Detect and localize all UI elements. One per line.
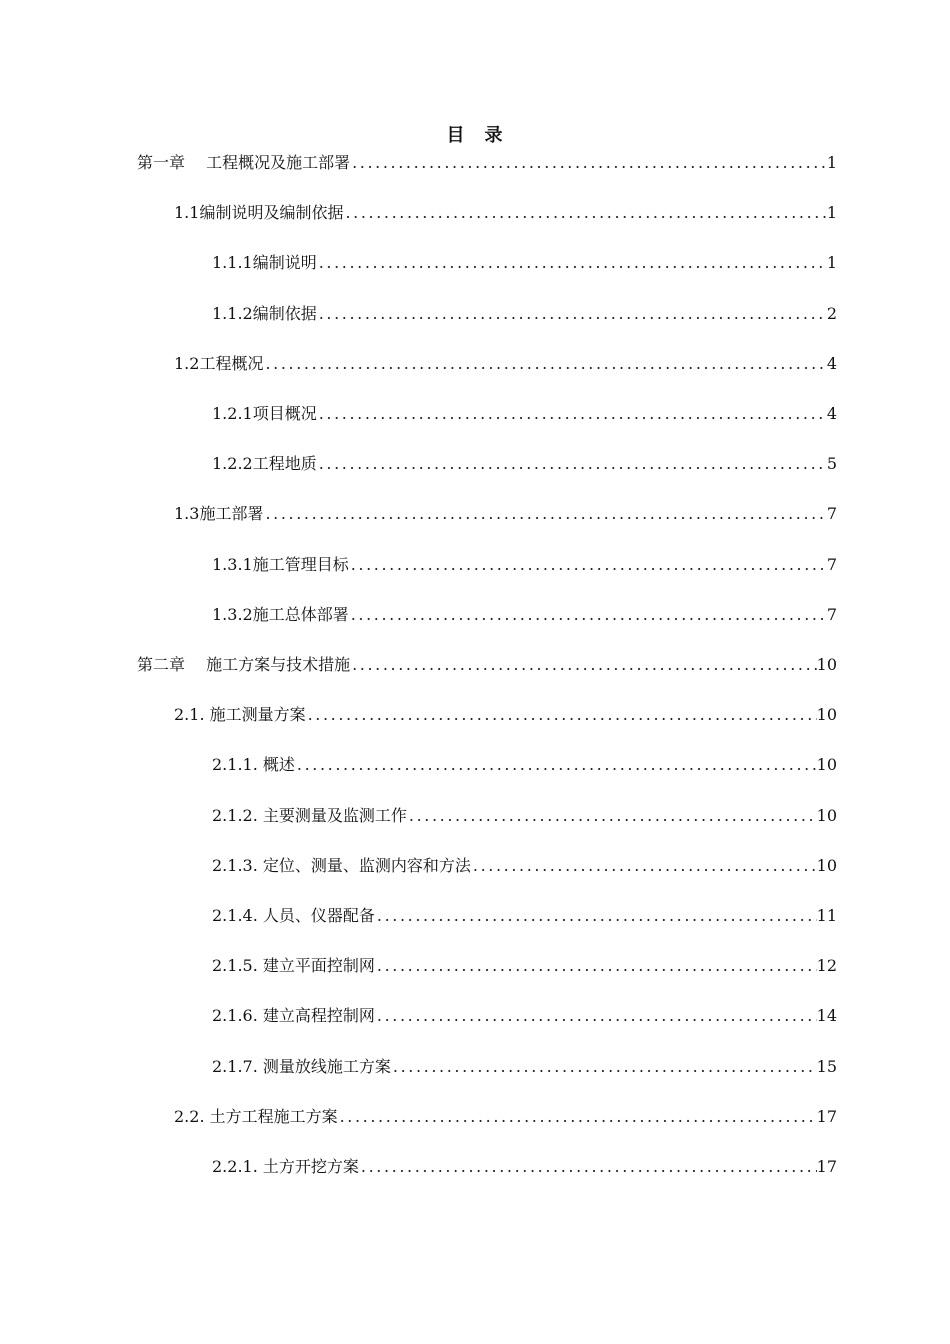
- toc-dot-leader: [375, 1003, 817, 1029]
- toc-entry[interactable]: [174, 351, 837, 377]
- toc-dot-leader: [471, 853, 817, 879]
- toc-entry[interactable]: [212, 301, 837, 327]
- toc-entry[interactable]: [212, 903, 837, 929]
- toc-entry-label: 2.1.3. 定位、测量、监测内容和方法: [212, 855, 471, 875]
- toc-dot-leader: [391, 1054, 817, 1080]
- toc-entry-page-number: 10: [816, 705, 837, 725]
- toc-entry[interactable]: [212, 853, 837, 879]
- toc-entry-label: 2.1.5. 建立平面控制网: [212, 956, 375, 976]
- toc-entry-page-number: 17: [816, 1106, 837, 1126]
- toc-entry[interactable]: [212, 602, 837, 628]
- toc-entry-page-number: 12: [816, 956, 837, 976]
- toc-entry[interactable]: [212, 1003, 837, 1029]
- toc-entry-label: 2.1.1. 概述: [212, 755, 295, 775]
- toc-entry-page-number: 11: [816, 906, 837, 925]
- toc-entry-label: 1.1.1编制说明: [212, 253, 317, 273]
- toc-entry-page-number: 1: [826, 203, 837, 223]
- toc-entry[interactable]: [174, 200, 837, 226]
- toc-entry[interactable]: [212, 552, 837, 578]
- toc-entry-label: 2.1.4. 人员、仪器配备: [212, 906, 375, 925]
- toc-dot-leader: [343, 200, 826, 226]
- toc-dot-leader: [349, 602, 827, 628]
- toc-entry-page-number: 5: [826, 454, 837, 474]
- toc-dot-leader: [338, 1104, 817, 1130]
- toc-entry-label: 2.2.1. 土方开挖方案: [212, 1157, 359, 1176]
- toc-dot-leader: [317, 451, 827, 477]
- toc-entry-label: 2.2. 土方工程施工方案: [174, 1106, 338, 1126]
- toc-entry[interactable]: [174, 501, 837, 527]
- toc-dot-leader: [295, 752, 817, 778]
- toc-dot-leader: [350, 652, 817, 678]
- toc-entry-page-number: 10: [816, 655, 837, 674]
- toc-entry-label: 1.2工程概况: [174, 353, 264, 373]
- toc-entry-page-number: 1: [826, 253, 837, 273]
- toc-dot-leader: [317, 401, 827, 427]
- toc-entry[interactable]: [212, 1154, 837, 1180]
- toc-dot-leader: [263, 351, 826, 377]
- toc-entry[interactable]: [212, 803, 837, 829]
- toc-title: 目 录: [446, 125, 504, 146]
- toc-entry-page-number: 2: [826, 303, 837, 323]
- toc-entry[interactable]: [174, 702, 837, 728]
- toc-entry[interactable]: [137, 150, 837, 176]
- toc-entry[interactable]: [212, 953, 837, 979]
- toc-entry[interactable]: [212, 752, 837, 778]
- toc-entry-page-number: 17: [816, 1157, 837, 1176]
- toc-entry-page-number: 14: [816, 1006, 837, 1026]
- toc-entry[interactable]: [212, 1054, 837, 1080]
- toc-entry-label: 2.1.2. 主要测量及监测工作: [212, 805, 407, 825]
- toc-entry-page-number: 1: [826, 153, 837, 172]
- toc-entry[interactable]: [212, 451, 837, 477]
- toc-entry-label: 1.3施工部署: [174, 504, 264, 524]
- toc-dot-leader: [359, 1154, 817, 1180]
- toc-entry-page-number: 10: [816, 805, 837, 825]
- toc-entry-label: 2.1.7. 测量放线施工方案: [212, 1056, 391, 1076]
- toc-entry-page-number: 4: [826, 404, 837, 423]
- toc-entry-page-number: 10: [816, 855, 837, 875]
- toc-dot-leader: [407, 803, 817, 829]
- toc-entry-label: 1.1编制说明及编制依据: [174, 203, 344, 223]
- toc-entry-page-number: 7: [826, 604, 837, 624]
- toc-entry-label: 1.2.1项目概况: [212, 404, 317, 423]
- toc-entry-page-number: 10: [816, 755, 837, 775]
- toc-entry-label: 1.1.2编制依据: [212, 303, 317, 323]
- toc-dot-leader: [306, 702, 817, 728]
- toc-entry[interactable]: [212, 250, 837, 276]
- toc-entry[interactable]: [137, 652, 837, 678]
- toc-dot-leader: [375, 903, 817, 929]
- toc-dot-leader: [350, 150, 827, 176]
- toc-dot-leader: [317, 250, 827, 276]
- toc-dot-leader: [375, 953, 817, 979]
- toc-entry[interactable]: [174, 1104, 837, 1130]
- toc-entry-label: 第二章 施工方案与技术措施: [137, 655, 351, 674]
- toc-entry-label: 1.2.2工程地质: [212, 454, 317, 474]
- toc-dot-leader: [317, 301, 827, 327]
- toc-dot-leader: [349, 552, 827, 578]
- toc-entry-page-number: 4: [826, 353, 837, 373]
- toc-entry-label: 第一章 工程概况及施工部署: [137, 153, 351, 172]
- toc-entry[interactable]: [212, 401, 837, 427]
- toc-dot-leader: [263, 501, 826, 527]
- toc-entry-label: 2.1.6. 建立高程控制网: [212, 1006, 375, 1026]
- toc-entry-label: 2.1. 施工测量方案: [174, 705, 306, 725]
- toc-entry-page-number: 7: [826, 504, 837, 524]
- toc-entry-page-number: 15: [816, 1056, 837, 1076]
- toc-entry-page-number: 7: [826, 554, 837, 574]
- toc-entry-label: 1.3.2施工总体部署: [212, 604, 349, 624]
- toc-entry-label: 1.3.1施工管理目标: [212, 554, 349, 574]
